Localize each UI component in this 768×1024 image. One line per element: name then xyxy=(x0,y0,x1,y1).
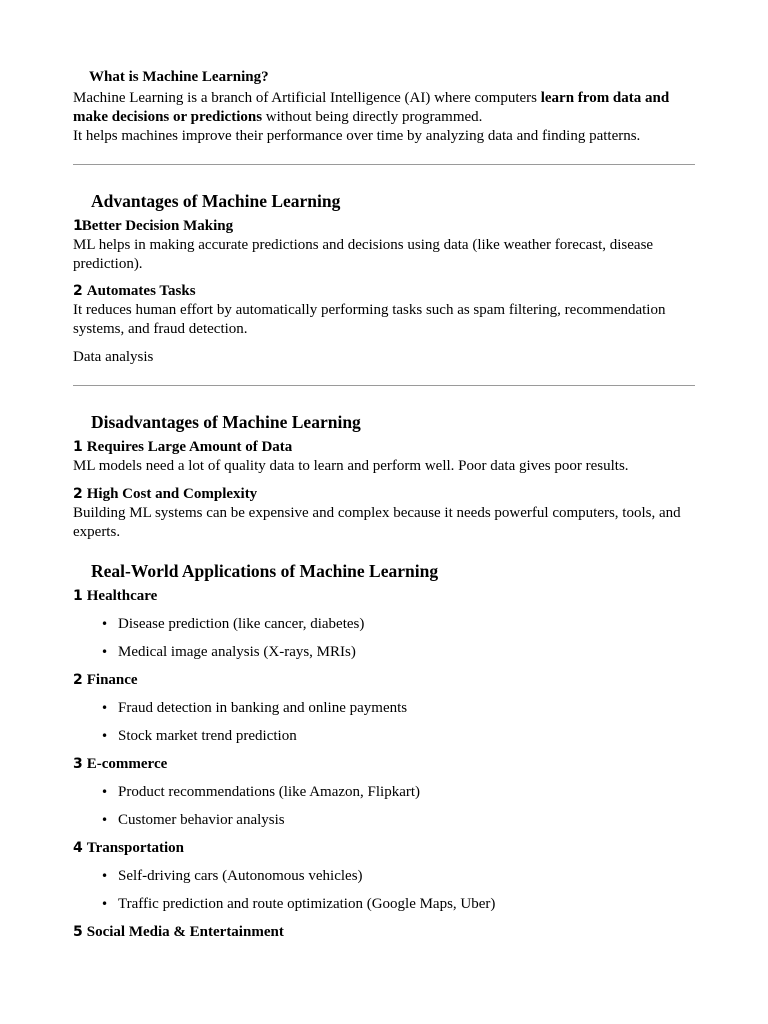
list-item: • Medical image analysis (X-rays, MRIs) xyxy=(73,643,695,662)
applications-section xyxy=(73,560,695,942)
application-title xyxy=(73,923,695,942)
disadvantages-heading: Disadvantages of Machine Learning xyxy=(91,412,361,432)
application-item xyxy=(73,671,695,746)
advantage-text: It reduces human effort by automatically performing tasks such as spam filtering, recommendation systems, and fraud detection. xyxy=(73,302,666,337)
divider xyxy=(73,164,695,165)
application-item xyxy=(73,923,695,942)
application-title xyxy=(73,755,695,774)
number-badge: 1 xyxy=(73,588,83,604)
application-item xyxy=(73,587,695,662)
application-title-text: Healthcare xyxy=(86,588,158,604)
disadvantage-title-text: High Cost and Complexity xyxy=(86,486,258,502)
document-content xyxy=(73,68,695,942)
advantage-title-text: Automates Tasks xyxy=(86,283,196,299)
disadvantages-section xyxy=(73,411,695,542)
application-title xyxy=(73,671,695,690)
advantage-title-text: Better Decision Making xyxy=(81,218,234,234)
applications-heading: Real-World Applications of Machine Learning xyxy=(91,561,439,581)
bullet-list xyxy=(73,615,695,662)
divider xyxy=(73,385,695,386)
number-badge: 4 xyxy=(73,840,83,856)
list-item: • Self-driving cars (Autonomous vehicles) xyxy=(73,867,695,886)
disadvantage-text: Building ML systems can be expensive and complex because it needs powerful computers, tools, and experts. xyxy=(73,505,681,540)
disadvantage-text: ML models need a lot of quality data to learn and perform well. Poor data gives poor results. xyxy=(73,458,629,474)
application-title-text: E-commerce xyxy=(86,756,168,772)
number-badge: 2 xyxy=(73,672,83,688)
bullet-list xyxy=(73,783,695,830)
list-item: • Fraud detection in banking and online payments xyxy=(73,699,695,718)
intro-paragraph xyxy=(73,89,695,127)
intro-text-end: without being directly programmed. xyxy=(262,109,483,125)
number-badge: 1 xyxy=(73,439,83,455)
advantage-extra-text: Data analysis xyxy=(73,349,154,365)
bullet-list xyxy=(73,699,695,746)
application-item xyxy=(73,839,695,914)
number-badge: 5 xyxy=(73,924,83,940)
intro-heading: What is Machine Learning? xyxy=(89,69,269,85)
application-title-text: Finance xyxy=(86,672,138,688)
list-item: • Stock market trend prediction xyxy=(73,727,695,746)
intro-text-bold: learn from data and make decisions or predictions xyxy=(73,90,670,125)
list-item: • Traffic prediction and route optimization (Google Maps, Uber) xyxy=(73,895,695,914)
list-item: • Customer behavior analysis xyxy=(73,811,695,830)
disadvantage-title-text: Requires Large Amount of Data xyxy=(86,439,293,455)
application-title xyxy=(73,587,695,606)
disadvantage-title xyxy=(73,438,695,457)
intro-section xyxy=(73,68,695,146)
application-title-text: Social Media & Entertainment xyxy=(86,924,284,940)
disadvantage-title xyxy=(73,485,695,504)
advantages-heading: Advantages of Machine Learning xyxy=(91,191,341,211)
application-title-text: Transportation xyxy=(86,840,184,856)
advantage-text: ML helps in making accurate predictions and decisions using data (like weather forecast, disease prediction). xyxy=(73,237,654,272)
advantage-title xyxy=(73,282,695,301)
advantage-item xyxy=(73,282,695,339)
number-badge: 2 xyxy=(73,283,83,299)
list-item: • Disease prediction (like cancer, diabetes) xyxy=(73,615,695,634)
number-badge: 2 xyxy=(73,486,83,502)
intro-text-start: Machine Learning is a branch of Artificial Intelligence (AI) where computers xyxy=(73,90,541,106)
advantages-section xyxy=(73,190,695,367)
number-badge: 3 xyxy=(73,756,83,772)
application-title xyxy=(73,839,695,858)
disadvantage-item xyxy=(73,485,695,542)
advantage-item xyxy=(73,217,695,274)
application-item xyxy=(73,755,695,830)
disadvantage-item xyxy=(73,438,695,476)
intro-paragraph-2: It helps machines improve their performance over time by analyzing data and finding patterns. xyxy=(73,128,641,144)
bullet-list xyxy=(73,867,695,914)
number-badge: 1 xyxy=(73,218,82,234)
advantage-title xyxy=(73,217,695,236)
list-item: • Product recommendations (like Amazon, Flipkart) xyxy=(73,783,695,802)
